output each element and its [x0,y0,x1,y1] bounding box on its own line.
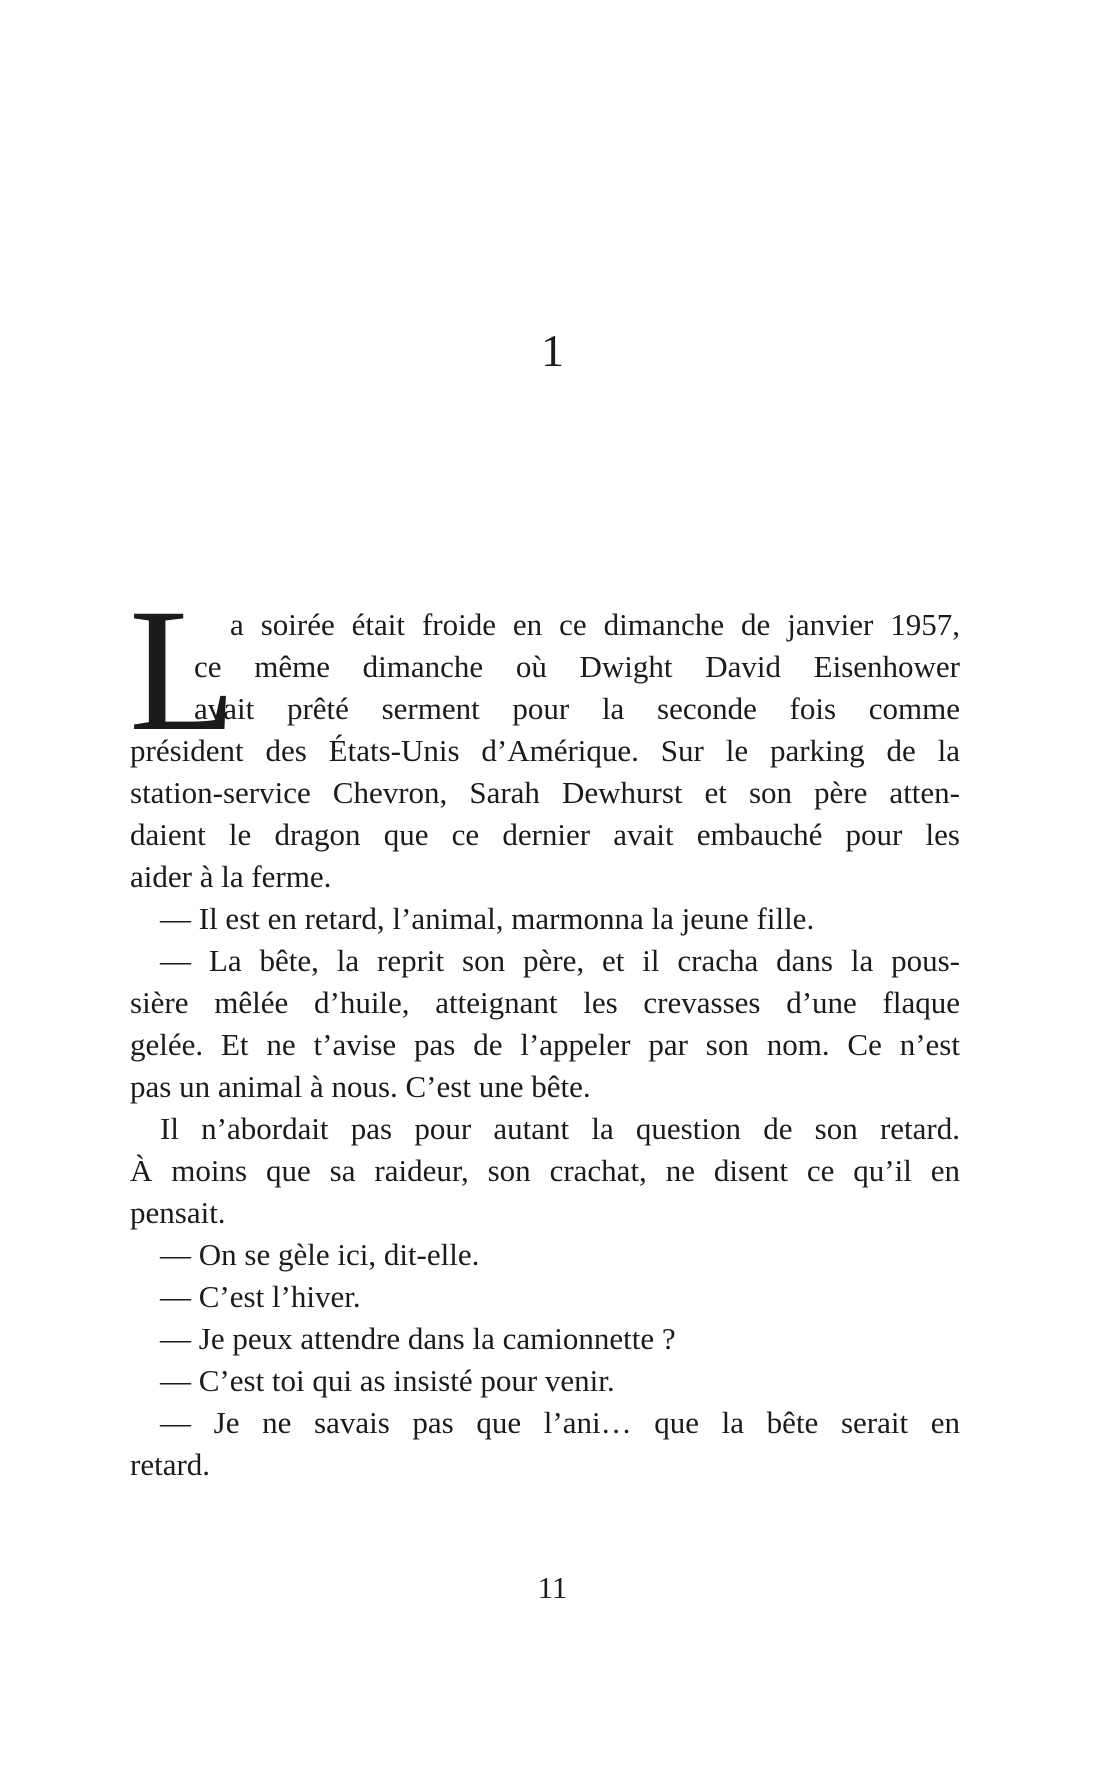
text-line: — La bête, la reprit son père, et il cracha dans la pous- [160,943,960,978]
text-line: daient le dragon que ce dernier avait embauché pour les [130,817,960,852]
text-line: pas un animal à nous. C’est une bête. [130,1069,591,1104]
text-line: — Il est en retard, l’animal, marmonna la jeune fille. [160,901,815,936]
text-line: — On se gèle ici, dit-elle. [160,1237,480,1272]
text-line: président des États-Unis d’Amérique. Sur le parking de la [130,733,960,768]
text-line: — Je peux attendre dans la camionnette ? [160,1321,676,1356]
text-line: avait prêté serment pour la seconde fois comme [194,691,960,726]
text-line: gelée. Et ne t’avise pas de l’appeler par son nom. Ce n’est [130,1027,960,1062]
text-line: aider à la ferme. [130,859,332,894]
text-line: pensait. [130,1195,226,1230]
text-line: ce même dimanche où Dwight David Eisenhower [194,649,960,684]
text-line: — Je ne savais pas que l’ani… que la bête serait en [160,1405,960,1440]
page-number: 11 [537,1570,568,1605]
text-line: station-service Chevron, Sarah Dewhurst et son père atten- [130,775,960,810]
text-line: Il n’abordait pas pour autant la question de son retard. [160,1111,960,1146]
text-line: — C’est l’hiver. [160,1279,361,1314]
text-line: retard. [130,1447,211,1482]
body-text [130,604,960,1486]
text-line: — C’est toi qui as insisté pour venir. [160,1363,615,1398]
chapter-number: 1 [541,325,564,376]
text-line: a soirée était froide en ce dimanche de janvier 1957, [230,607,960,642]
text-line: sière mêlée d’huile, atteignant les crevasses d’une flaque [130,985,960,1020]
drop-cap-letter: L [129,573,233,768]
text-line: À moins que sa raideur, son crachat, ne disent ce qu’il en [130,1153,960,1188]
